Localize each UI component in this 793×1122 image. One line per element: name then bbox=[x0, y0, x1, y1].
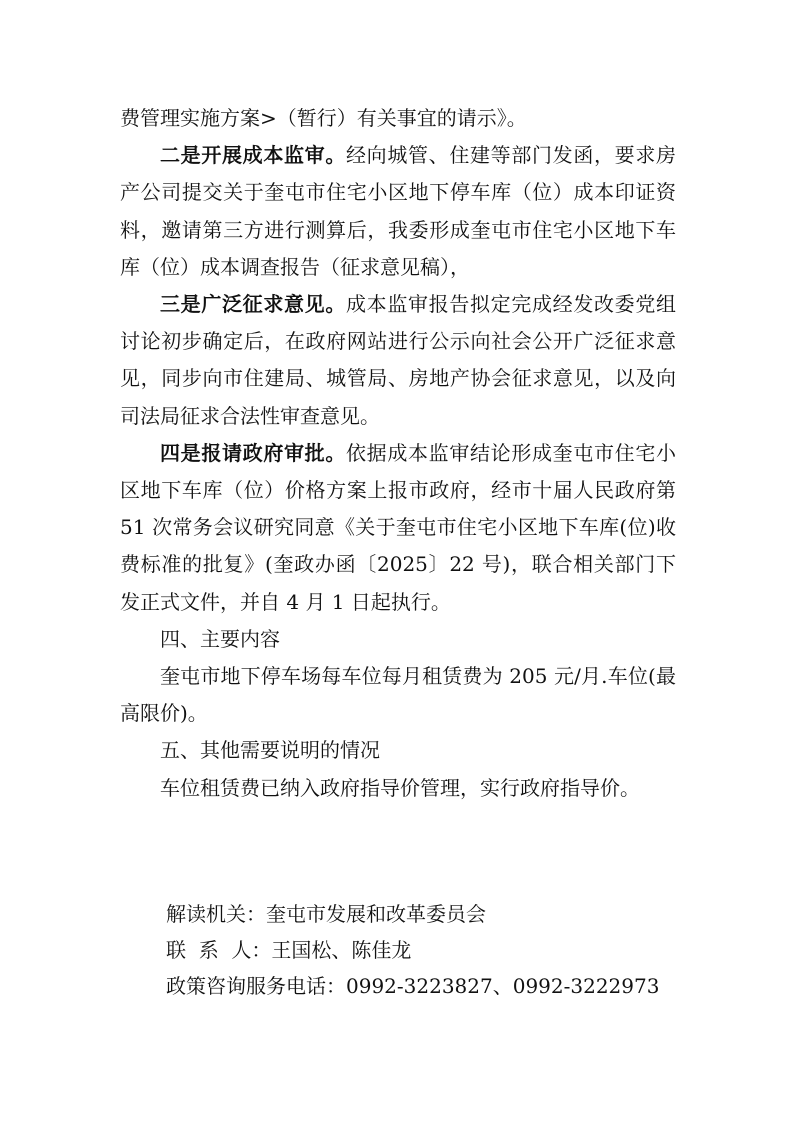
paragraph-lead: 二是开展成本监审。 bbox=[160, 143, 346, 168]
paragraph-lead: 三是广泛征求意见。 bbox=[160, 292, 346, 317]
consultation-phone: 政策咨询服务电话：0992-3223827、0992-3222973 bbox=[166, 974, 660, 998]
paragraph-text: 依据成本监审结论形成奎屯市住宅小区地下车库（位）价格方案上报市政府，经市十届人民政府第 51 次常务会议研究同意《关于奎屯市住宅小区地下车库(位)收费标准的批复》(奎政办函〔2025〕22 号)，联合相关部门下发正式文件，并自 4 月 1 日起执行。 bbox=[120, 440, 676, 614]
paragraph-continuation: 费管理实施方案>（暂行）有关事宜的请示》。 bbox=[120, 106, 527, 130]
paragraph-lead: 四是报请政府审批。 bbox=[160, 440, 346, 465]
paragraph-public-comment bbox=[120, 286, 676, 435]
section-heading-other-notes: 五、其他需要说明的情况 bbox=[160, 738, 380, 763]
contact-block bbox=[166, 896, 686, 1004]
interpreting-agency: 解读机关：奎屯市发展和改革委员会 bbox=[166, 902, 486, 926]
contact-person: 联 系 人：王国松、陈佳龙 bbox=[166, 938, 412, 962]
section-heading-main-content: 四、主要内容 bbox=[160, 626, 280, 651]
paragraph-cost-review bbox=[120, 137, 676, 286]
document-body bbox=[120, 100, 676, 807]
paragraph-text: 经向城管、住建等部门发函，要求房产公司提交关于奎屯市住宅小区地下停车库（位）成本印证资料，邀请第三方进行测算后，我委形成奎屯市住宅小区地下车库（位）成本调查报告（征求意见稿）， bbox=[120, 143, 676, 279]
paragraph-other-notes: 车位租赁费已纳入政府指导价管理，实行政府指导价。 bbox=[160, 775, 640, 800]
paragraph-government-approval bbox=[120, 435, 676, 621]
paragraph-main-content: 奎屯市地下停车场每车位每月租赁费为 205 元/月.车位(最高限价)。 bbox=[120, 664, 676, 726]
paragraph-text: 成本监审报告拟定完成经发改委党组讨论初步确定后，在政府网站进行公示向社会公开广泛征求意见，同步向市住建局、城管局、房地产协会征求意见，以及向司法局征求合法性审查意见。 bbox=[120, 292, 676, 428]
